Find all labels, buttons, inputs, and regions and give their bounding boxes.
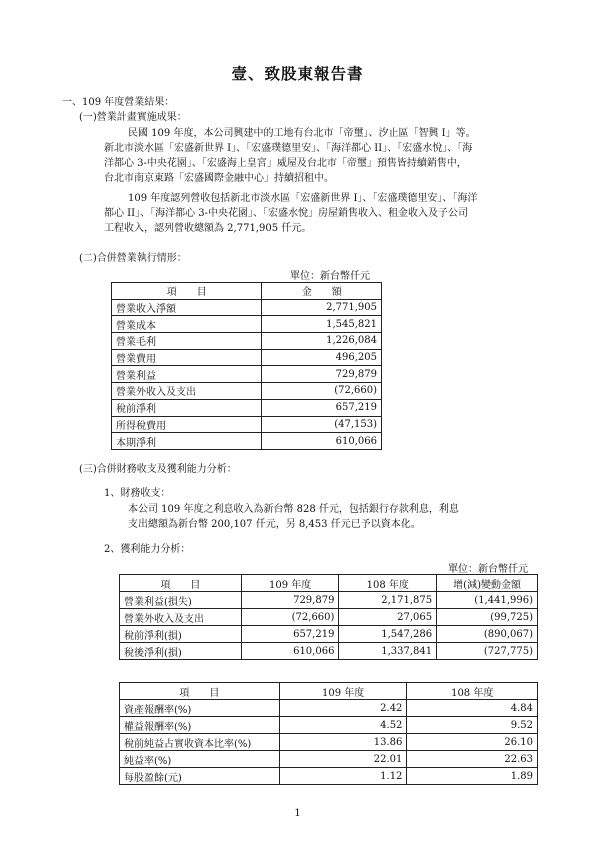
table-row: [112, 416, 382, 433]
page-title: 壹、致股東報告書: [231, 64, 364, 83]
table-row: [112, 349, 382, 366]
column-header: 108 年度: [407, 683, 538, 700]
row-value: 26.10: [407, 734, 538, 751]
row-value: (727,775): [437, 643, 538, 660]
finance-text-line-1: 本公司 109 年度之利息收入為新台幣 828 仟元，包括銀行存款利息，利息: [128, 504, 459, 515]
subsection-plan: (一)營業計畫實施成果：: [79, 112, 187, 123]
column-header: 項 目: [112, 283, 262, 300]
table-row: [120, 734, 538, 751]
row-value: 496,205: [262, 349, 382, 366]
table-row: [120, 768, 538, 785]
row-label: 本期淨利: [112, 433, 262, 450]
row-label: 稅前淨利(損): [120, 626, 242, 643]
row-value: (890,067): [437, 626, 538, 643]
row-value: 13.86: [279, 734, 407, 751]
row-value: (72,660): [241, 609, 339, 626]
row-label: 每股盈餘(元): [120, 768, 280, 785]
table-header-row: [120, 575, 538, 592]
row-value: 657,219: [262, 399, 382, 416]
row-value: 610,066: [262, 433, 382, 450]
row-value: 1.89: [407, 768, 538, 785]
row-value: (47,153): [262, 416, 382, 433]
row-value: 1.12: [279, 768, 407, 785]
table-row: [112, 316, 382, 333]
paragraph-1-line-3: 洋都心 3-中央花園」、「宏盛海上皇宮」威屋及台北市「帝璽」預售皆持續銷售中，: [104, 158, 467, 169]
row-label: 營業利益(損失): [120, 592, 242, 609]
table-row: [112, 366, 382, 383]
ratio-table: [119, 682, 538, 785]
row-value: 22.63: [407, 751, 538, 768]
row-value: 1,547,286: [339, 626, 437, 643]
row-label: 營業外收入及支出: [120, 609, 242, 626]
paragraph-2-line-1: 109 年度認列營收包括新北市淡水區「宏盛新世界 I」、「宏盛璞德里安」、「海洋: [128, 193, 478, 204]
row-label: 稅前純益占實收資本比率(%): [120, 734, 280, 751]
row-label: 權益報酬率(%): [120, 717, 280, 734]
section-heading: 一、109 年度營業結果：: [62, 97, 175, 108]
table-row: [112, 299, 382, 316]
item-profitability-heading: 2、獲利能力分析：: [104, 544, 191, 555]
row-label: 稅後淨利(損): [120, 643, 242, 660]
table-row: [120, 717, 538, 734]
item-finance-heading: 1、財務收支：: [104, 488, 171, 499]
paragraph-1-line-4: 台北市南京東路「宏盛國際金融中心」持續招租中。: [104, 173, 334, 184]
row-value: (72,660): [262, 383, 382, 400]
table-row: [120, 643, 538, 660]
row-value: 9.52: [407, 717, 538, 734]
column-header: 金 額: [262, 283, 382, 300]
table-row: [120, 609, 538, 626]
paragraph-2-line-2: 都心 II」、「海洋都心 3-中央花園」、「宏盛水悅」房屋銷售收入、租金收入及子公司: [104, 208, 468, 219]
column-header: 增(減)變動金額: [437, 575, 538, 592]
row-label: 稅前淨利: [112, 399, 262, 416]
row-label: 純益率(%): [120, 751, 280, 768]
row-value: 729,879: [262, 366, 382, 383]
table-row: [112, 383, 382, 400]
column-header: 109 年度: [279, 683, 407, 700]
unit-label-2: 單位：新台幣仟元: [448, 564, 528, 575]
row-value: 729,879: [241, 592, 339, 609]
subsection-financial: (三)合併財務收支及獲利能力分析：: [79, 464, 237, 475]
subsection-operations: (二)合併營業執行情形：: [79, 253, 187, 264]
table-row: [112, 333, 382, 350]
table-row: [112, 399, 382, 416]
column-header: 109 年度: [241, 575, 339, 592]
row-value: 657,219: [241, 626, 339, 643]
table-header-row: [120, 683, 538, 700]
paragraph-2-line-3: 工程收入，認列營收總額為 2,771,905 仟元。: [104, 223, 312, 234]
row-label: 營業費用: [112, 349, 262, 366]
row-value: 1,545,821: [262, 316, 382, 333]
table-row: [120, 592, 538, 609]
row-value: 1,226,084: [262, 333, 382, 350]
table-header-row: [112, 283, 382, 300]
column-header: 項 目: [120, 575, 242, 592]
column-header: 108 年度: [339, 575, 437, 592]
row-value: 610,066: [241, 643, 339, 660]
row-label: 所得稅費用: [112, 416, 262, 433]
unit-label: 單位：新台幣仟元: [290, 271, 370, 282]
row-label: 資產報酬率(%): [120, 700, 280, 717]
row-value: 22.01: [279, 751, 407, 768]
row-label: 營業成本: [112, 316, 262, 333]
row-value: 1,337,841: [339, 643, 437, 660]
row-label: 營業外收入及支出: [112, 383, 262, 400]
row-label: 營業收入淨額: [112, 299, 262, 316]
column-header: 項 目: [120, 683, 280, 700]
page-number: 1: [294, 808, 301, 819]
row-label: 營業毛利: [112, 333, 262, 350]
row-value: 2.42: [279, 700, 407, 717]
table-row: [120, 751, 538, 768]
profitability-table: [119, 574, 538, 660]
table-row: [112, 433, 382, 450]
row-value: 27,065: [339, 609, 437, 626]
row-value: 4.84: [407, 700, 538, 717]
row-label: 營業利益: [112, 366, 262, 383]
row-value: (99,725): [437, 609, 538, 626]
row-value: 2,771,905: [262, 299, 382, 316]
table-row: [120, 700, 538, 717]
row-value: (1,441,996): [437, 592, 538, 609]
row-value: 4.52: [279, 717, 407, 734]
paragraph-1-line-2: 新北市淡水區「宏盛新世界 I」、「宏盛璞德里安」、「海洋都心 II」、「宏盛水悅」、「海: [104, 143, 473, 154]
paragraph-1-line-1: 民國 109 年度，本公司興建中的工地有台北市「帝璽」、汐止區「智興 I」等。: [128, 128, 476, 139]
operations-table: [111, 282, 382, 450]
row-value: 2,171,875: [339, 592, 437, 609]
finance-text-line-2: 支出總額為新台幣 200,107 仟元，另 8,453 仟元已予以資本化。: [128, 519, 421, 530]
table-row: [120, 626, 538, 643]
